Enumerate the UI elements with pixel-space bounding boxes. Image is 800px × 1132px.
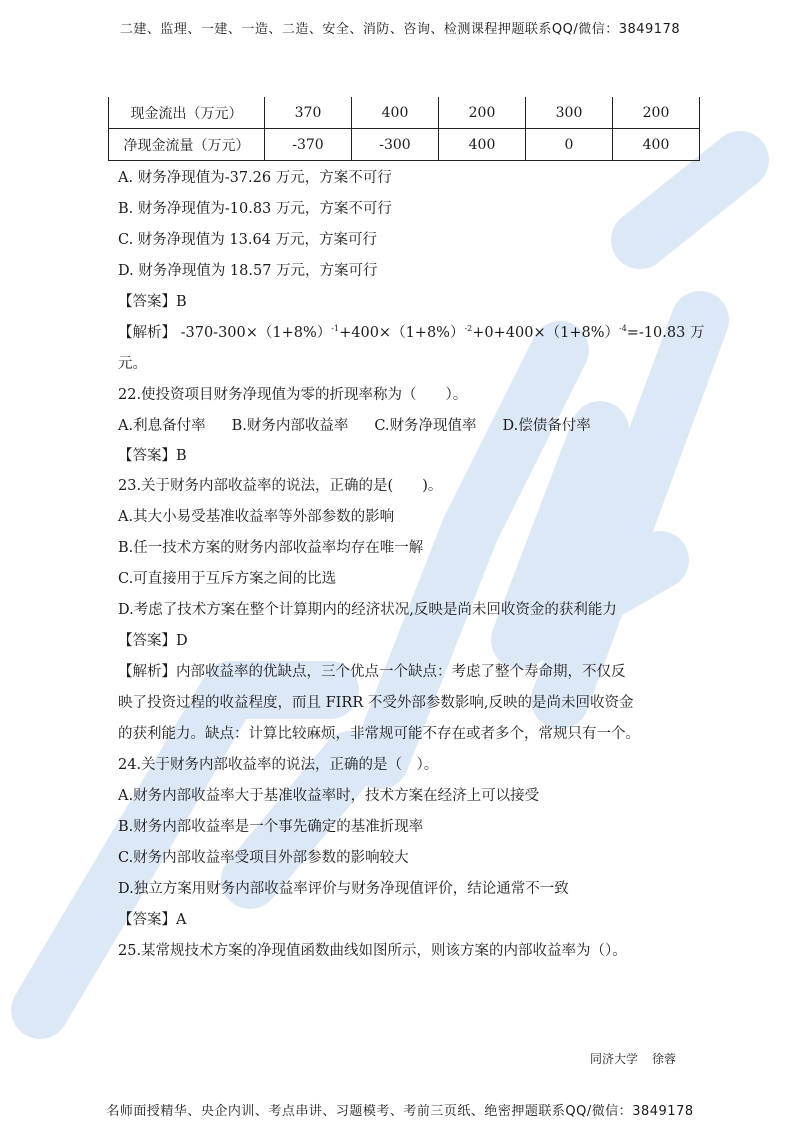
q25-stem: 25.某常规技术方案的净现值函数曲线如图所示，则该方案的内部收益率为（）。 — [118, 943, 627, 959]
q23-stem: 23.关于财务内部收益率的说法，正确的是( )。 — [118, 478, 443, 494]
table-cell: 0 — [526, 129, 613, 161]
author-name: 徐蓉 — [651, 1052, 676, 1066]
table-row — [109, 129, 700, 161]
table-cell: -370 — [265, 129, 352, 161]
q21-option-d: D. 财务净现值为 18.57 万元，方案可行 — [118, 263, 378, 279]
q21-analysis — [118, 318, 705, 349]
q22-option-a: A.利息备付率 — [118, 418, 206, 434]
page-header: 二建、监理、一建、一造、二造、安全、消防、咨询、检测课程押题联系QQ/微信：3849178 — [119, 22, 681, 37]
author-credit — [590, 1050, 676, 1067]
q22-answer: 【答案】B — [118, 448, 187, 464]
table-cell: 300 — [526, 97, 613, 129]
q21-option-b: B. 财务净现值为-10.83 万元，方案不可行 — [118, 201, 392, 217]
table-cell: 370 — [265, 97, 352, 129]
q23-analysis-line3: 的获利能力。缺点：计算比较麻烦，非常规可能不存在或者多个，常规只有一个。 — [118, 726, 640, 742]
question-content — [118, 163, 705, 967]
q21-option-c: C. 财务净现值为 13.64 万元，方案可行 — [118, 232, 378, 248]
exponent: -1 — [331, 324, 340, 334]
q24-option-d: D.独立方案用财务内部收益率评价与财务净现值评价，结论通常不一致 — [118, 881, 569, 897]
q23-option-c: C.可直接用于互斥方案之间的比选 — [118, 571, 337, 587]
q22-stem: 22.使投资项目财务净现值为零的折现率称为（ ）。 — [118, 387, 468, 403]
q24-answer: 【答案】A — [118, 912, 187, 928]
exponent: -2 — [464, 324, 473, 334]
author-school: 同济大学 — [589, 1052, 638, 1066]
table-cell: -300 — [352, 129, 439, 161]
q24-option-a: A.财务内部收益率大于基准收益率时，技术方案在经济上可以接受 — [118, 788, 540, 804]
table-cell: 400 — [439, 129, 526, 161]
exponent: -4 — [618, 324, 627, 334]
q23-option-d: D.考虑了技术方案在整个计算期内的经济状况,反映是尚未回收资金的获利能力 — [118, 602, 617, 618]
analysis-text: +0+400×（1+8%） — [472, 325, 619, 341]
table-cell: 200 — [613, 97, 700, 129]
q22-option-b: B.财务内部收益率 — [231, 418, 349, 434]
page-footer: 名师面授精华、央企内训、考点串讲、习题模考、考前三页纸、绝密押题联系QQ/微信：3849178 — [106, 1104, 694, 1119]
analysis-text: 【解析】 -370-300×（1+8%） — [118, 325, 332, 341]
q24-stem: 24.关于财务内部收益率的说法，正确的是（ ）。 — [118, 757, 439, 773]
table-cell: 400 — [352, 97, 439, 129]
row-label: 净现金流量（万元） — [109, 129, 265, 161]
analysis-text: =-10.83 万 — [626, 325, 705, 341]
table-row — [109, 97, 700, 129]
q23-option-a: A.其大小易受基准收益率等外部参数的影响 — [118, 509, 395, 525]
q23-analysis-line1: 【解析】内部收益率的优缺点，三个优点一个缺点：考虑了整个寿命期，不仅反 — [118, 664, 626, 680]
analysis-text: +400×（1+8%） — [339, 325, 465, 341]
q21-option-a: A. 财务净现值为-37.26 万元，方案不可行 — [118, 170, 392, 186]
q24-option-b: B.财务内部收益率是一个事先确定的基准折现率 — [118, 819, 424, 835]
table-cell: 400 — [613, 129, 700, 161]
q23-analysis-line2: 映了投资过程的收益程度，而且 FIRR 不受外部参数影响,反映的是尚未回收资金 — [118, 695, 634, 711]
q22-options — [118, 411, 688, 442]
row-label: 现金流出（万元） — [109, 97, 265, 129]
q21-answer: 【答案】B — [118, 294, 187, 310]
q23-option-b: B.任一技术方案的财务内部收益率均存在唯一解 — [118, 540, 424, 556]
q24-option-c: C.财务内部收益率受项目外部参数的影响较大 — [118, 850, 409, 866]
q22-option-c: C.财务净现值率 — [374, 418, 477, 434]
q23-answer: 【答案】D — [118, 633, 188, 649]
q21-analysis-line2: 元。 — [118, 356, 147, 372]
table-cell: 200 — [439, 97, 526, 129]
q22-option-d: D.偿债备付率 — [502, 418, 591, 434]
cash-flow-table — [108, 97, 700, 161]
